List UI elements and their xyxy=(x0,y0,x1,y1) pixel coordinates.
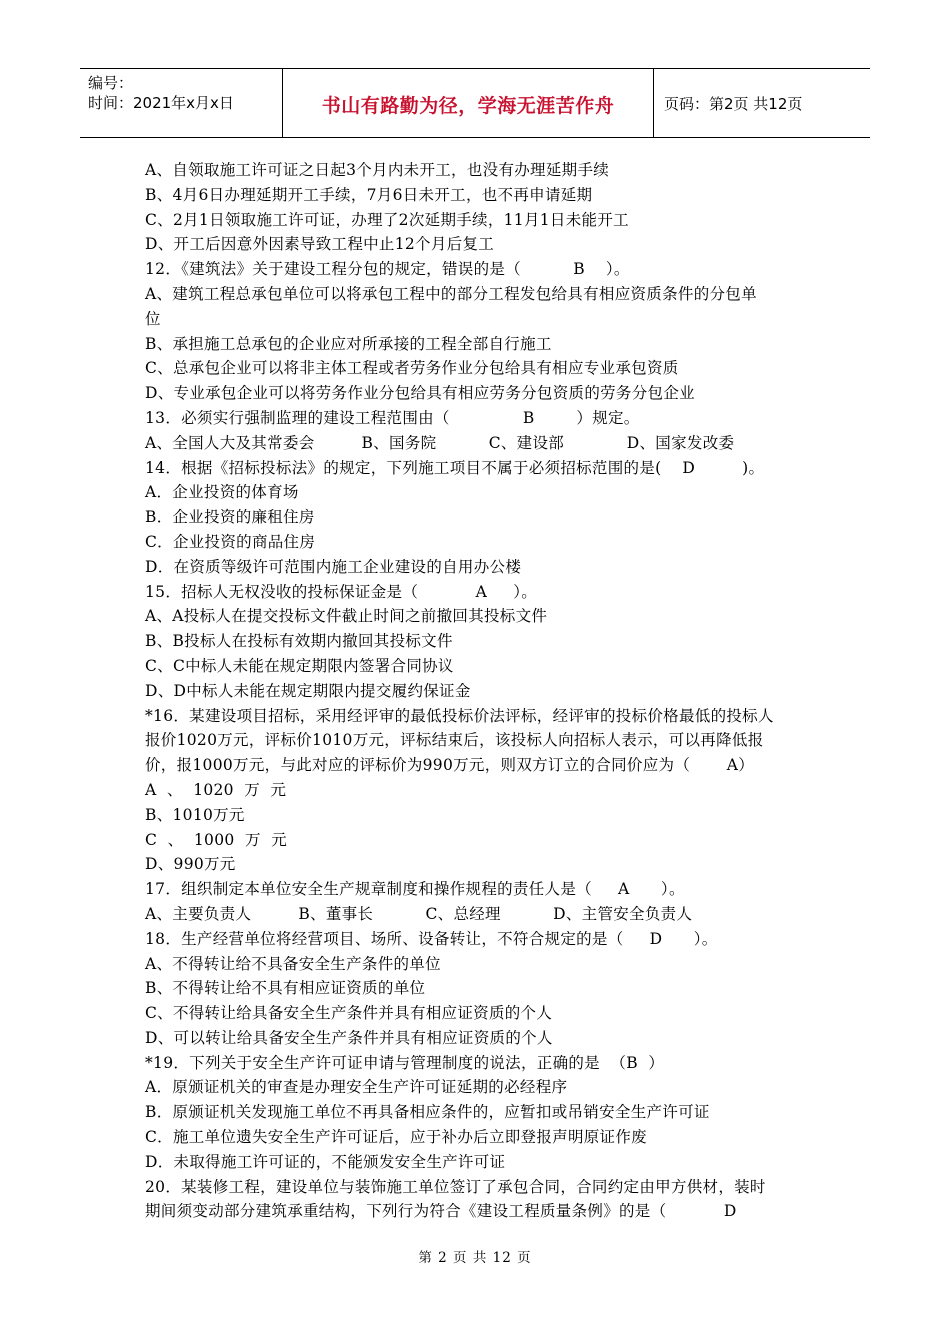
text-line: C．施工单位遗失安全生产许可证后，应于补办后立即登报声明原证作废 xyxy=(145,1128,647,1147)
text-line: A 、 1020 万 元 xyxy=(145,780,287,799)
text-line: D、990万元 xyxy=(145,855,236,874)
text-line: 12．《建筑法》关于建设工程分包的规定，错误的是（ B ）。 xyxy=(145,260,630,279)
text-line: C 、 1000 万 元 xyxy=(145,830,288,849)
text-line: A、自领取施工许可证之日起3个月内未开工，也没有办理延期手续 xyxy=(145,161,610,179)
text-line: C、C中标人未能在规定期限内签署合同协议 xyxy=(145,656,454,675)
text-line: A．原颁证机关的审查是办理安全生产许可证延期的必经程序 xyxy=(145,1078,568,1097)
text-line: 20．某装修工程，建设单位与装饰施工单位签订了承包合同，合同约定由甲方供材，装时 xyxy=(145,1177,766,1196)
header-info-cell xyxy=(80,69,283,137)
text-line: B、承担施工总承包的企业应对所承接的工程全部自行施工 xyxy=(145,334,552,353)
number-label: 编号： xyxy=(88,74,134,92)
text-line: *16．某建设项目招标，采用经评审的最低投标价法评标，经评审的投标价格最低的投标人 xyxy=(145,706,774,725)
text-line: B、1010万元 xyxy=(145,805,245,824)
text-line: B、4月6日办理延期开工手续，7月6日未开工，也不再申请延期 xyxy=(145,185,593,204)
text-line: D、可以转让给具备安全生产条件并具有相应证资质的个人 xyxy=(145,1028,553,1047)
text-line: D、开工后因意外因素导致工程中止12个月后复工 xyxy=(145,235,495,254)
page-header xyxy=(80,68,870,138)
text-line: 报价1020万元，评标价1010万元，评标结束后，该投标人向招标人表示，可以再降低报 xyxy=(145,731,764,750)
text-line: D．在资质等级许可范围内施工企业建设的自用办公楼 xyxy=(145,557,522,576)
motto-text: 书山有路勤为径，学海无涯苦作舟 xyxy=(321,95,615,117)
text-line: B、不得转让给不具有相应证资质的单位 xyxy=(145,979,426,998)
text-line: 13．必须实行强制监理的建设工程范围由（ B ）规定。 xyxy=(145,408,640,427)
text-line: A、主要负责人 B、董事长 C、总经理 D、主管安全负责人 xyxy=(145,904,693,923)
text-line: B．原颁证机关发现施工单位不再具备相应条件的，应暂扣或吊销安全生产许可证 xyxy=(145,1103,710,1122)
text-line: 15．招标人无权没收的投标保证金是（ A ）。 xyxy=(145,582,538,601)
text-line: D．未取得施工许可证的，不能颁发安全生产许可证 xyxy=(145,1152,506,1171)
text-line: 17．组织制定本单位安全生产规章制度和操作规程的责任人是（ A ）。 xyxy=(145,880,685,899)
text-line: A、全国人大及其常委会 B、国务院 C、建设部 D、国家发改委 xyxy=(145,433,735,452)
header-motto-cell xyxy=(283,69,654,137)
text-line: B、B投标人在投标有效期内撤回其投标文件 xyxy=(145,632,453,651)
text-line: A．企业投资的体育场 xyxy=(145,483,299,502)
date-line: 时间：2021年x月x日 xyxy=(88,94,234,112)
text-line: C、不得转让给具备安全生产条件并具有相应证资质的个人 xyxy=(145,1004,553,1023)
text-line: A、建筑工程总承包单位可以将承包工程中的部分工程发包给具有相应资质条件的分包单 xyxy=(145,284,757,303)
text-line: C、2月1日领取施工许可证，办理了2次延期手续，11月1日未能开工 xyxy=(145,210,629,229)
text-line: A、不得转让给不具备安全生产条件的单位 xyxy=(145,954,441,973)
document-body xyxy=(145,158,810,1224)
text-line: C．企业投资的商品住房 xyxy=(145,532,316,551)
text-line: A、A投标人在提交投标文件截止时间之前撤回其投标文件 xyxy=(145,607,548,626)
page-footer: 第 2 页 共 12 页 xyxy=(418,1250,532,1266)
text-line: *19．下列关于安全生产许可证申请与管理制度的说法，正确的是 （B ） xyxy=(145,1053,665,1072)
text-line: C、总承包企业可以将非主体工程或者劳务作业分包给具有相应专业承包资质 xyxy=(145,359,679,378)
text-line: 期间须变动部分建筑承重结构，下列行为符合《建设工程质量条例》的是（ D xyxy=(145,1202,737,1221)
text-line: D、专业承包企业可以将劳务作业分包给具有相应劳务分包资质的劳务分包企业 xyxy=(145,384,695,403)
text-line: 价，报1000万元，与此对应的评标价为990万元，则双方订立的合同价应为（ A） xyxy=(145,756,755,775)
text-line: 位 xyxy=(145,309,161,328)
text-line: 14．根据《招标投标法》的规定，下列施工项目不属于必须招标范围的是( D )。 xyxy=(145,458,765,477)
text-line: D、D中标人未能在规定期限内提交履约保证金 xyxy=(145,681,471,700)
text-line: 18．生产经营单位将经营项目、场所、设备转让，不符合规定的是（ D ）。 xyxy=(145,929,718,948)
text-line: B．企业投资的廉租住房 xyxy=(145,508,315,527)
page-info: 页码：第2页 共12页 xyxy=(664,95,803,113)
